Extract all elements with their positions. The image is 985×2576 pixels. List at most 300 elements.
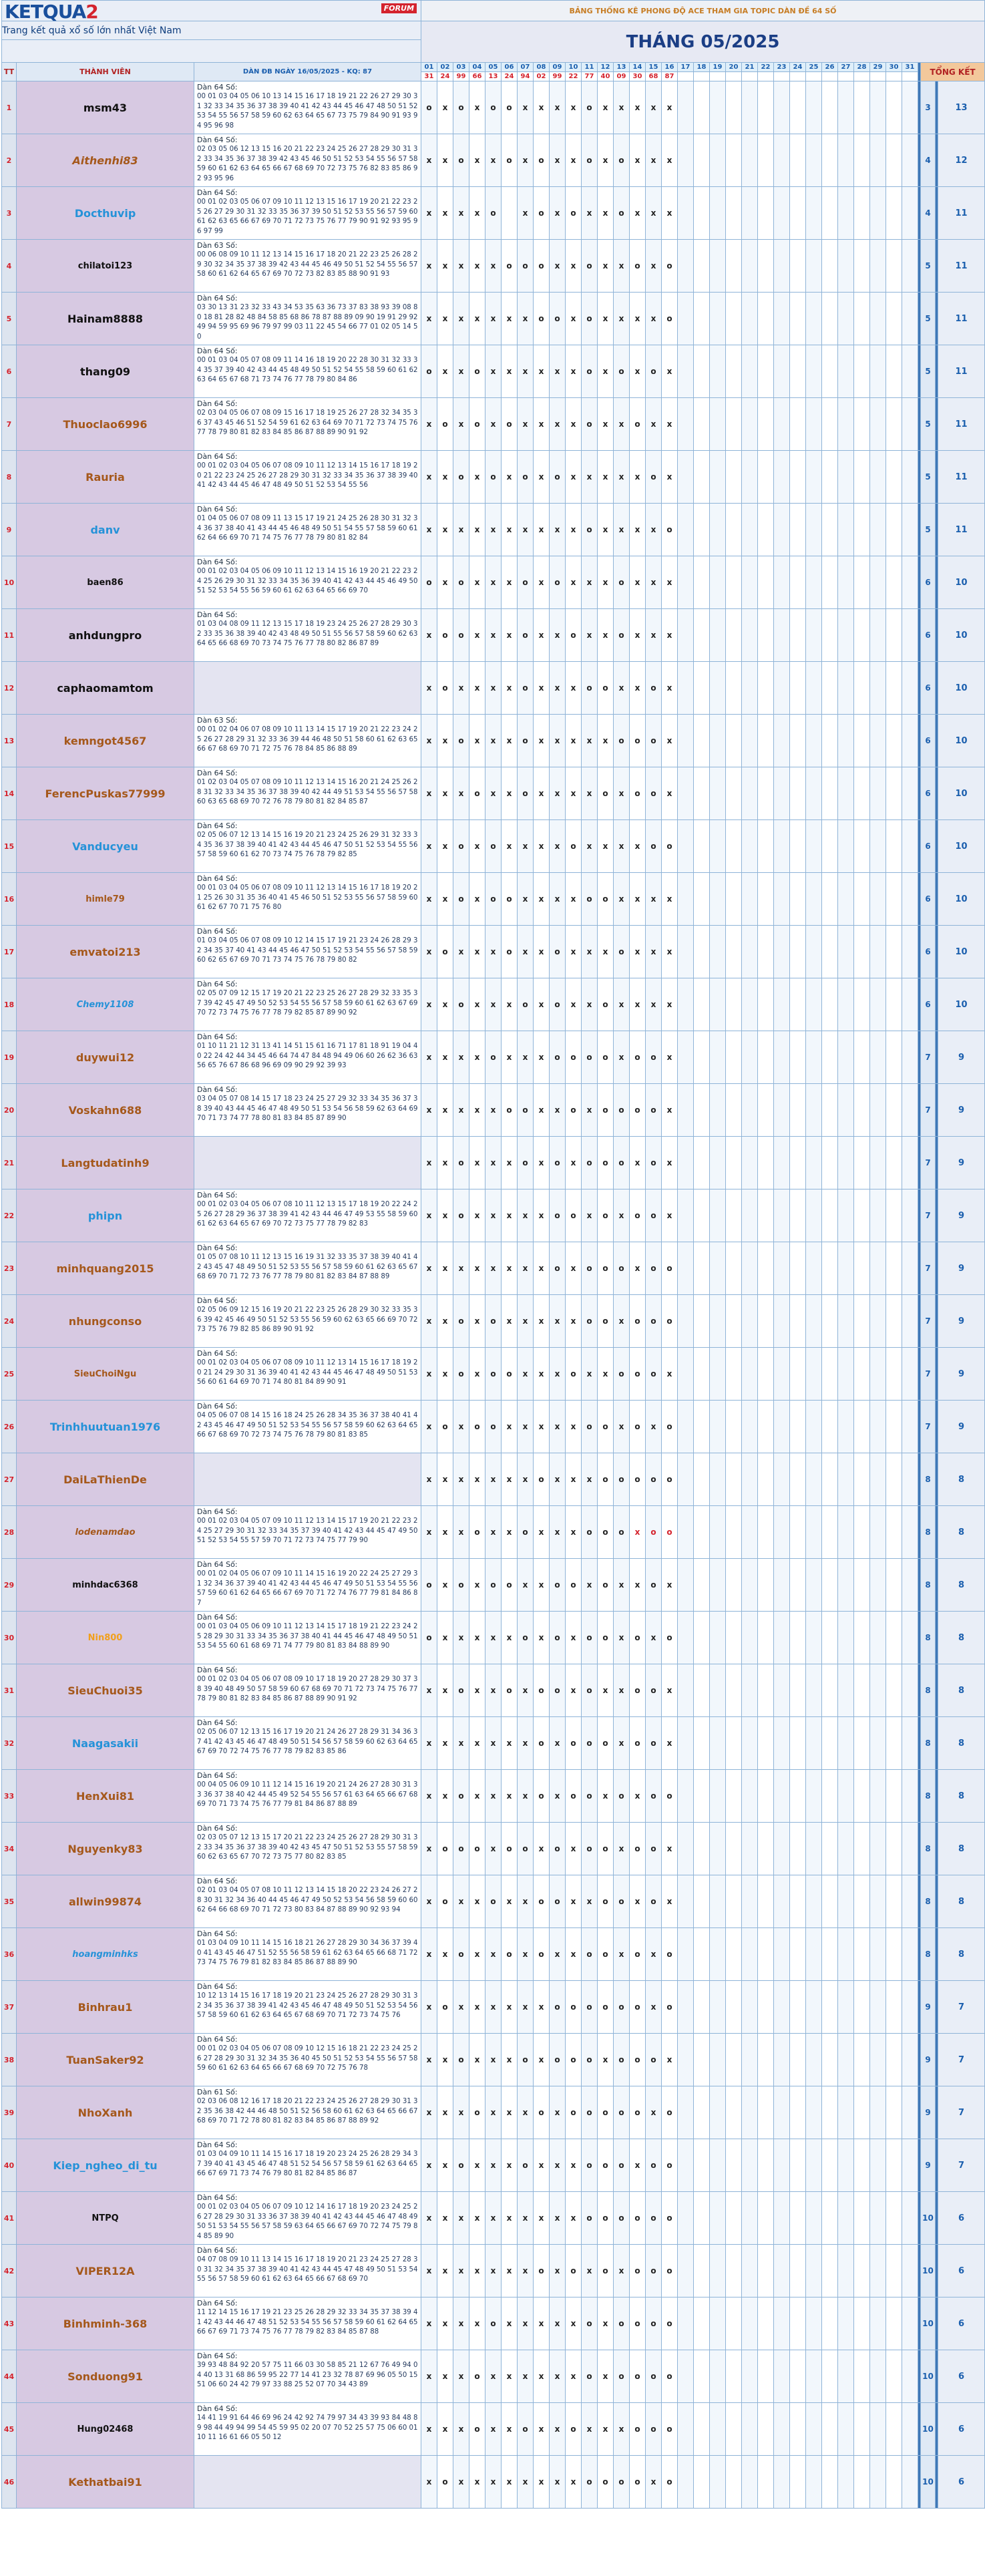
day-mark: o bbox=[582, 662, 598, 715]
day-mark: x bbox=[534, 978, 550, 1031]
day-mark bbox=[742, 81, 758, 134]
day-mark bbox=[790, 2456, 806, 2509]
member-name[interactable]: DaiLaThienDe bbox=[17, 1453, 194, 1506]
member-name[interactable]: VIPER12A bbox=[17, 2245, 194, 2297]
day-mark bbox=[806, 398, 822, 451]
member-name[interactable]: Kethatbai91 bbox=[17, 2456, 194, 2509]
day-mark bbox=[886, 1137, 902, 1189]
day-mark bbox=[742, 2297, 758, 2350]
member-name[interactable]: phipn bbox=[17, 1189, 194, 1242]
day-mark: x bbox=[550, 662, 566, 715]
member-name[interactable]: Binhminh-368 bbox=[17, 2297, 194, 2350]
table-row bbox=[2, 820, 985, 873]
day-mark: x bbox=[437, 240, 453, 293]
day-mark bbox=[774, 978, 790, 1031]
table-row bbox=[2, 873, 985, 926]
day-mark bbox=[806, 187, 822, 240]
day-mark bbox=[694, 1823, 710, 1875]
day-mark bbox=[854, 1453, 870, 1506]
miss-count: 8 bbox=[921, 1506, 936, 1559]
day-mark bbox=[774, 134, 790, 187]
day-mark: x bbox=[469, 1770, 485, 1823]
day-mark: o bbox=[502, 1348, 518, 1401]
day-mark bbox=[726, 1981, 742, 2034]
dan-numbers: 01 04 05 06 07 08 09 11 13 15 17 19 21 24 25 26 28 30 31 32 34 36 37 38 40 41 43 44 45 46 48 49 50 51 54 55 57 58 59 60 61 62 64 66 69 70 71 74 75 76 77 78 79 80 81 82 84 bbox=[197, 515, 418, 542]
day-mark bbox=[886, 240, 902, 293]
day-mark: x bbox=[421, 1189, 437, 1242]
day-mark bbox=[790, 873, 806, 926]
day-mark: o bbox=[662, 1295, 678, 1348]
day-mark bbox=[886, 187, 902, 240]
member-name[interactable]: duywui12 bbox=[17, 1031, 194, 1084]
miss-count: 7 bbox=[921, 1295, 936, 1348]
day-mark: x bbox=[518, 2456, 534, 2509]
day-mark: o bbox=[485, 451, 502, 504]
day-mark bbox=[822, 2086, 838, 2139]
member-name[interactable]: Thuoclao6996 bbox=[17, 398, 194, 451]
dan-numbers: 01 02 03 04 05 07 08 09 10 11 12 13 14 15 16 20 21 24 25 26 28 31 32 33 34 35 36 37 38 39 40 42 44 49 51 53 54 55 56 57 58 60 63 65 68 69 70 72 76 78 79 80 81 82 84 85 87 bbox=[197, 779, 418, 805]
day-mark bbox=[870, 1401, 886, 1453]
row-number: 37 bbox=[2, 1981, 17, 2034]
day-mark: o bbox=[566, 1559, 582, 1612]
member-name[interactable]: lodenamdao bbox=[17, 1506, 194, 1559]
day-mark bbox=[678, 2139, 694, 2192]
day-mark bbox=[774, 2034, 790, 2086]
day-mark: x bbox=[453, 1453, 469, 1506]
day-mark: o bbox=[566, 187, 582, 240]
table-row bbox=[2, 2139, 985, 2192]
day-mark bbox=[854, 556, 870, 609]
dan-numbers: 00 01 02 03 04 05 06 07 08 09 10 11 12 13 14 15 16 17 18 19 20 21 24 29 30 31 36 39 40 41 42 43 44 45 46 47 48 49 50 51 53 56 60 61 64 69 70 71 74 80 81 84 89 90 91 bbox=[197, 1359, 418, 1386]
day-mark: x bbox=[550, 1295, 566, 1348]
table-row bbox=[2, 1506, 985, 1559]
day-mark: x bbox=[453, 2350, 469, 2403]
day-mark: x bbox=[662, 1875, 678, 1928]
day-mark: x bbox=[518, 1295, 534, 1348]
member-dan bbox=[194, 2456, 421, 2509]
dan-label: Dàn 64 Số: bbox=[197, 980, 238, 988]
member-dan bbox=[194, 134, 421, 187]
day-mark bbox=[742, 1348, 758, 1401]
day-mark: o bbox=[630, 2456, 646, 2509]
dan-label: Dàn 64 Số: bbox=[197, 1033, 238, 1041]
member-name[interactable]: Binhrau1 bbox=[17, 1981, 194, 2034]
day-mark bbox=[678, 1664, 694, 1717]
member-name[interactable]: NTPQ bbox=[17, 2192, 194, 2245]
day-mark bbox=[902, 345, 918, 398]
day-mark: o bbox=[582, 134, 598, 187]
day-mark bbox=[838, 1137, 854, 1189]
day-mark: x bbox=[614, 767, 630, 820]
day-header: 30 bbox=[886, 63, 902, 72]
member-name[interactable]: TuanSaker92 bbox=[17, 2034, 194, 2086]
miss-count: 6 bbox=[921, 556, 936, 609]
day-mark bbox=[902, 1242, 918, 1295]
day-mark: o bbox=[469, 2403, 485, 2456]
day-mark bbox=[726, 820, 742, 873]
day-mark: o bbox=[614, 2086, 630, 2139]
day-mark bbox=[710, 1401, 726, 1453]
member-name[interactable]: Nin800 bbox=[17, 1612, 194, 1664]
dan-label: Dàn 64 Số: bbox=[197, 1771, 238, 1780]
day-mark: o bbox=[630, 1453, 646, 1506]
day-mark: x bbox=[646, 398, 662, 451]
member-name[interactable]: Chemy1108 bbox=[17, 978, 194, 1031]
day-mark bbox=[758, 398, 774, 451]
day-mark bbox=[886, 767, 902, 820]
result-cell bbox=[822, 72, 838, 81]
member-name[interactable]: baen86 bbox=[17, 556, 194, 609]
member-name[interactable]: chilatoi123 bbox=[17, 240, 194, 293]
day-mark: x bbox=[598, 2297, 614, 2350]
day-mark bbox=[774, 1823, 790, 1875]
member-dan bbox=[194, 662, 421, 715]
result-cell bbox=[678, 72, 694, 81]
day-mark bbox=[854, 1189, 870, 1242]
day-mark: x bbox=[469, 2192, 485, 2245]
day-mark bbox=[822, 1981, 838, 2034]
member-name[interactable]: HenXui81 bbox=[17, 1770, 194, 1823]
day-mark bbox=[886, 1717, 902, 1770]
row-number: 27 bbox=[2, 1453, 17, 1506]
row-number: 30 bbox=[2, 1612, 17, 1664]
day-mark: o bbox=[614, 609, 630, 662]
day-mark bbox=[902, 2245, 918, 2297]
total-score: 8 bbox=[938, 1823, 985, 1875]
day-mark: x bbox=[630, 1770, 646, 1823]
day-mark: x bbox=[662, 1559, 678, 1612]
day-mark: x bbox=[534, 1612, 550, 1664]
member-name[interactable]: FerencPuskas77999 bbox=[17, 767, 194, 820]
day-mark bbox=[870, 81, 886, 134]
day-mark: x bbox=[566, 1242, 582, 1295]
member-dan bbox=[194, 2245, 421, 2297]
day-mark: o bbox=[646, 1664, 662, 1717]
dan-label: Dàn 64 Số: bbox=[197, 2352, 238, 2360]
day-mark: x bbox=[453, 1084, 469, 1137]
row-number: 29 bbox=[2, 1559, 17, 1612]
day-mark bbox=[806, 504, 822, 556]
member-name[interactable]: allwin99874 bbox=[17, 1875, 194, 1928]
day-mark bbox=[870, 398, 886, 451]
dan-label: Dàn 64 Số: bbox=[197, 1244, 238, 1252]
day-mark: x bbox=[518, 1031, 534, 1084]
member-name[interactable]: Trinhhuutuan1976 bbox=[17, 1401, 194, 1453]
miss-count: 5 bbox=[921, 293, 936, 345]
day-mark bbox=[806, 345, 822, 398]
table-row bbox=[2, 1770, 985, 1823]
miss-count: 7 bbox=[921, 1189, 936, 1242]
member-name[interactable]: danv bbox=[17, 504, 194, 556]
dan-numbers: 02 05 06 09 12 15 16 19 20 21 22 23 25 26 28 29 30 32 33 35 36 39 42 45 46 49 50 51 52 53 55 56 59 60 62 63 65 66 69 70 72 73 75 76 79 82 85 86 89 90 91 92 bbox=[197, 1306, 418, 1333]
day-mark: x bbox=[453, 240, 469, 293]
member-name[interactable]: caphaomamtom bbox=[17, 662, 194, 715]
day-mark: x bbox=[469, 1928, 485, 1981]
member-name[interactable]: Langtudatinh9 bbox=[17, 1137, 194, 1189]
member-name[interactable]: NhoXanh bbox=[17, 2086, 194, 2139]
day-mark: o bbox=[598, 1717, 614, 1770]
day-mark: o bbox=[630, 2403, 646, 2456]
miss-count: 9 bbox=[921, 1981, 936, 2034]
member-dan bbox=[194, 1823, 421, 1875]
day-mark: o bbox=[662, 2086, 678, 2139]
day-mark bbox=[710, 1717, 726, 1770]
day-header: 24 bbox=[790, 63, 806, 72]
day-mark: x bbox=[437, 1717, 453, 1770]
member-dan bbox=[194, 1559, 421, 1612]
day-mark: x bbox=[534, 504, 550, 556]
day-mark: x bbox=[421, 767, 437, 820]
member-name[interactable]: Hainam8888 bbox=[17, 293, 194, 345]
member-name[interactable]: emvatoi213 bbox=[17, 926, 194, 978]
day-mark bbox=[726, 134, 742, 187]
total-score: 8 bbox=[938, 1928, 985, 1981]
day-mark: x bbox=[630, 187, 646, 240]
day-mark bbox=[806, 1664, 822, 1717]
day-mark bbox=[886, 1559, 902, 1612]
total-score: 11 bbox=[938, 187, 985, 240]
member-name[interactable]: anhdungpro bbox=[17, 609, 194, 662]
member-name[interactable]: Docthuvip bbox=[17, 187, 194, 240]
day-mark bbox=[678, 1717, 694, 1770]
day-mark: x bbox=[485, 767, 502, 820]
day-mark: o bbox=[598, 1189, 614, 1242]
day-mark: x bbox=[646, 873, 662, 926]
day-mark bbox=[902, 504, 918, 556]
member-name[interactable]: Aithenhi83 bbox=[17, 134, 194, 187]
day-mark: o bbox=[614, 1084, 630, 1137]
dan-label: Dàn 61 Số: bbox=[197, 2088, 238, 2096]
day-mark: x bbox=[566, 2139, 582, 2192]
day-mark bbox=[774, 662, 790, 715]
day-mark: o bbox=[614, 1875, 630, 1928]
day-mark: x bbox=[550, 1453, 566, 1506]
day-mark: x bbox=[550, 187, 566, 240]
day-mark: x bbox=[662, 81, 678, 134]
day-mark: x bbox=[469, 926, 485, 978]
day-mark: x bbox=[437, 293, 453, 345]
day-mark bbox=[822, 1717, 838, 1770]
day-mark: o bbox=[614, 1137, 630, 1189]
day-header: 20 bbox=[726, 63, 742, 72]
miss-count: 5 bbox=[921, 398, 936, 451]
member-name[interactable]: Vanducyeu bbox=[17, 820, 194, 873]
day-header: 28 bbox=[854, 63, 870, 72]
member-name[interactable]: kemngot4567 bbox=[17, 715, 194, 767]
day-mark: x bbox=[485, 398, 502, 451]
day-mark bbox=[742, 187, 758, 240]
table-row bbox=[2, 1084, 985, 1137]
day-mark bbox=[854, 134, 870, 187]
day-mark bbox=[822, 1348, 838, 1401]
day-mark: x bbox=[662, 1348, 678, 1401]
day-mark: o bbox=[518, 978, 534, 1031]
day-mark bbox=[870, 1084, 886, 1137]
day-mark bbox=[758, 81, 774, 134]
day-mark: o bbox=[582, 1612, 598, 1664]
day-mark bbox=[678, 1242, 694, 1295]
day-mark: x bbox=[485, 1823, 502, 1875]
day-mark bbox=[870, 1506, 886, 1559]
total-score: 6 bbox=[938, 2297, 985, 2350]
day-mark bbox=[758, 926, 774, 978]
result-cell: 66 bbox=[469, 72, 485, 81]
member-name[interactable]: himle79 bbox=[17, 873, 194, 926]
day-mark bbox=[710, 2403, 726, 2456]
dan-label: Dàn 64 Số: bbox=[197, 188, 238, 197]
logo-text: KETQUA bbox=[5, 1, 86, 23]
row-number: 33 bbox=[2, 1770, 17, 1823]
day-mark bbox=[726, 1770, 742, 1823]
table-row bbox=[2, 715, 985, 767]
day-mark bbox=[758, 2350, 774, 2403]
member-name[interactable]: Voskahn688 bbox=[17, 1084, 194, 1137]
day-mark bbox=[758, 2086, 774, 2139]
day-mark bbox=[678, 1928, 694, 1981]
table-row bbox=[2, 2456, 985, 2509]
day-mark bbox=[902, 556, 918, 609]
day-mark: x bbox=[421, 926, 437, 978]
day-mark bbox=[806, 2034, 822, 2086]
row-number: 18 bbox=[2, 978, 17, 1031]
day-mark bbox=[710, 1189, 726, 1242]
day-mark: x bbox=[518, 345, 534, 398]
day-mark: x bbox=[518, 1981, 534, 2034]
day-mark bbox=[806, 293, 822, 345]
day-mark bbox=[822, 451, 838, 504]
day-mark: x bbox=[566, 2297, 582, 2350]
day-mark bbox=[806, 1401, 822, 1453]
day-mark bbox=[742, 293, 758, 345]
day-mark: x bbox=[550, 504, 566, 556]
table-row bbox=[2, 1875, 985, 1928]
day-mark: x bbox=[598, 609, 614, 662]
member-name[interactable]: Kiep_ngheo_di_tu bbox=[17, 2139, 194, 2192]
stats-banner: BẢNG THỐNG KÊ PHONG ĐỘ ACE THAM GIA TOPIC DÀN ĐỀ 64 SỐ bbox=[421, 1, 985, 21]
day-mark bbox=[870, 2192, 886, 2245]
member-name[interactable]: msm43 bbox=[17, 81, 194, 134]
day-mark: x bbox=[502, 1031, 518, 1084]
row-number: 19 bbox=[2, 1031, 17, 1084]
day-header: 04 bbox=[469, 63, 485, 72]
day-mark bbox=[678, 2034, 694, 2086]
total-score: 8 bbox=[938, 1559, 985, 1612]
dan-numbers: 02 05 06 07 12 13 15 16 17 19 20 21 24 26 27 28 29 31 34 36 37 41 42 43 45 46 47 48 49 50 51 54 56 57 58 59 60 62 63 64 65 67 69 70 72 74 75 76 77 78 79 82 83 85 86 bbox=[197, 1728, 418, 1755]
member-name[interactable]: thang09 bbox=[17, 345, 194, 398]
day-mark: x bbox=[421, 134, 437, 187]
day-mark: x bbox=[437, 715, 453, 767]
day-mark bbox=[838, 926, 854, 978]
day-mark bbox=[886, 1084, 902, 1137]
dan-label: Dàn 64 Số: bbox=[197, 769, 238, 777]
member-name[interactable]: minhquang2015 bbox=[17, 1242, 194, 1295]
day-header: 29 bbox=[870, 63, 886, 72]
day-mark: x bbox=[437, 451, 453, 504]
day-mark: o bbox=[582, 1928, 598, 1981]
table-row bbox=[2, 293, 985, 345]
member-name[interactable]: SieuChoiNgu bbox=[17, 1348, 194, 1401]
member-name[interactable]: Nguyenky83 bbox=[17, 1823, 194, 1875]
member-name[interactable]: minhdac6368 bbox=[17, 1559, 194, 1612]
member-name[interactable]: Sonduong91 bbox=[17, 2350, 194, 2403]
day-mark: x bbox=[485, 609, 502, 662]
day-mark bbox=[854, 662, 870, 715]
day-mark: o bbox=[598, 1823, 614, 1875]
table-row bbox=[2, 926, 985, 978]
day-mark: x bbox=[518, 2192, 534, 2245]
day-mark: x bbox=[582, 1453, 598, 1506]
day-mark bbox=[870, 2034, 886, 2086]
day-mark: x bbox=[566, 556, 582, 609]
day-mark bbox=[774, 1506, 790, 1559]
total-score: 10 bbox=[938, 556, 985, 609]
dan-label: Dàn 64 Số: bbox=[197, 927, 238, 936]
day-mark bbox=[678, 1084, 694, 1137]
day-mark: x bbox=[630, 345, 646, 398]
member-name[interactable]: Naagasakii bbox=[17, 1717, 194, 1770]
member-dan bbox=[194, 1031, 421, 1084]
day-mark: x bbox=[485, 1981, 502, 2034]
day-mark bbox=[742, 1717, 758, 1770]
day-mark bbox=[870, 609, 886, 662]
day-mark: o bbox=[582, 1242, 598, 1295]
day-mark bbox=[742, 1664, 758, 1717]
day-mark: o bbox=[630, 2297, 646, 2350]
miss-count: 5 bbox=[921, 345, 936, 398]
day-header: 15 bbox=[646, 63, 662, 72]
day-mark: o bbox=[453, 1348, 469, 1401]
day-mark: x bbox=[485, 1664, 502, 1717]
day-mark bbox=[678, 767, 694, 820]
day-mark bbox=[774, 1189, 790, 1242]
day-mark: x bbox=[485, 1242, 502, 1295]
day-mark: o bbox=[550, 1875, 566, 1928]
day-mark: x bbox=[421, 1348, 437, 1401]
day-mark: o bbox=[453, 2139, 469, 2192]
day-mark: x bbox=[437, 1928, 453, 1981]
day-mark: x bbox=[566, 2456, 582, 2509]
day-mark bbox=[726, 715, 742, 767]
day-mark: x bbox=[630, 1559, 646, 1612]
header-tt: TT bbox=[2, 63, 17, 81]
member-name[interactable]: nhungconso bbox=[17, 1295, 194, 1348]
day-mark bbox=[774, 767, 790, 820]
day-mark: x bbox=[646, 293, 662, 345]
member-name[interactable]: Hung02468 bbox=[17, 2403, 194, 2456]
dan-numbers: 01 10 11 21 12 31 13 41 14 51 15 61 16 71 17 81 18 91 19 04 40 22 24 42 44 34 45 46 64 74 47 84 48 94 49 06 60 26 62 36 63 56 65 76 67 86 68 96 69 09 90 29 92 39 93 bbox=[197, 1043, 418, 1069]
day-mark: x bbox=[502, 715, 518, 767]
member-dan bbox=[194, 1242, 421, 1295]
day-mark: x bbox=[469, 978, 485, 1031]
site-logo[interactable] bbox=[5, 2, 98, 22]
day-mark bbox=[806, 134, 822, 187]
member-name[interactable]: SieuChuoi35 bbox=[17, 1664, 194, 1717]
total-score: 10 bbox=[938, 873, 985, 926]
day-mark bbox=[838, 715, 854, 767]
day-mark: x bbox=[534, 662, 550, 715]
day-mark bbox=[838, 873, 854, 926]
day-mark: o bbox=[598, 1031, 614, 1084]
day-mark: o bbox=[502, 398, 518, 451]
dan-label: Dàn 64 Số: bbox=[197, 2246, 238, 2255]
day-mark bbox=[838, 820, 854, 873]
member-name[interactable]: Rauria bbox=[17, 451, 194, 504]
day-mark bbox=[822, 2245, 838, 2297]
day-mark bbox=[838, 1401, 854, 1453]
miss-count: 8 bbox=[921, 1770, 936, 1823]
member-name[interactable]: hoangminhks bbox=[17, 1928, 194, 1981]
day-header: 22 bbox=[758, 63, 774, 72]
